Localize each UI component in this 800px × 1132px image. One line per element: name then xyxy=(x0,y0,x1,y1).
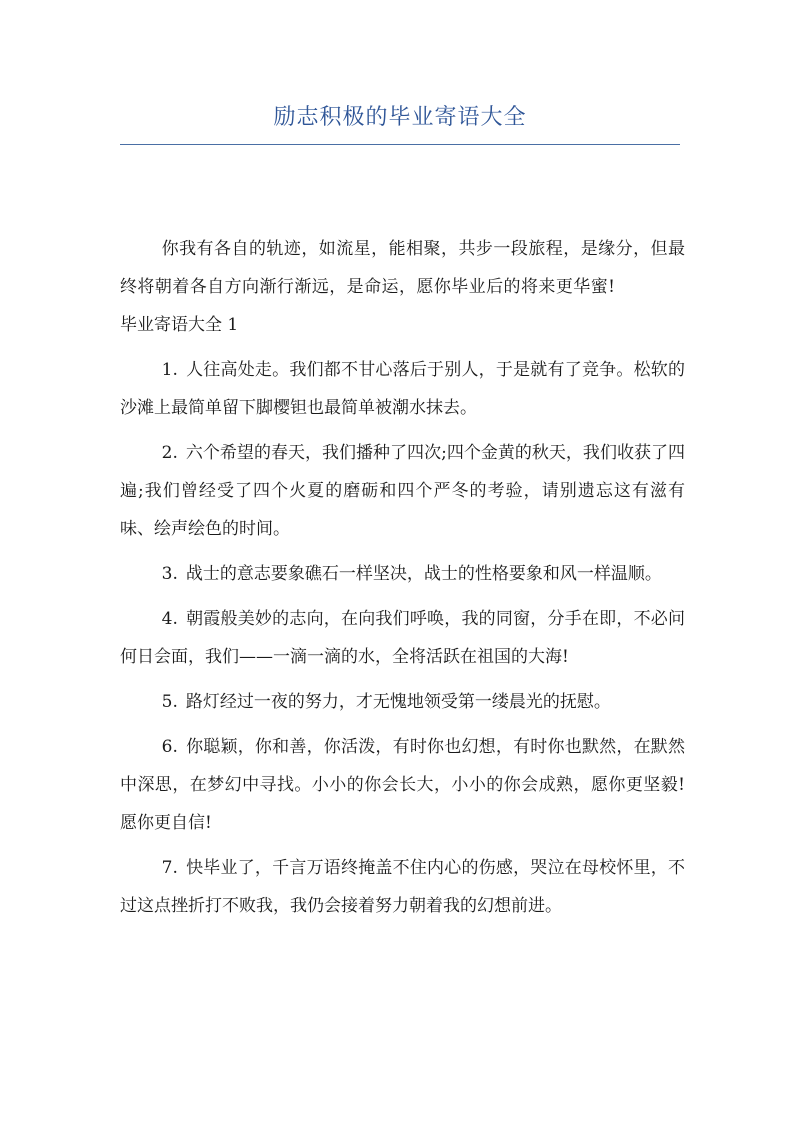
item-text: 路灯经过一夜的努力，才无愧地领受第一缕晨光的抚慰。 xyxy=(185,692,611,712)
intro-paragraph xyxy=(120,230,685,344)
list-item xyxy=(120,434,685,548)
title-underline xyxy=(120,144,680,145)
item-text: 战士的意志要象礁石一样坚决，战士的性格要象和风一样温顺。 xyxy=(185,564,662,584)
item-text: 朝霞般美妙的志向，在向我们呼唤，我的同窗，分手在即，不必问何日会面，我们——一滴一滴的水，全将活跃在祖国的大海! xyxy=(120,609,685,667)
item-text: 人往高处走。我们都不甘心落后于别人，于是就有了竞争。松软的沙滩上最简单留下脚樱钽也最简单被潮水抹去。 xyxy=(120,360,685,418)
item-number: 1. xyxy=(161,360,178,380)
item-number: 2. xyxy=(161,443,178,463)
document-body xyxy=(120,230,685,932)
item-text: 快毕业了，千言万语终掩盖不住内心的伤感，哭泣在母校怀里，不过这点挫折打不败我，我仍会接着努力朝着我的幻想前进。 xyxy=(120,858,685,916)
list-item xyxy=(120,555,685,593)
intro-text: 你我有各自的轨迹，如流星，能相聚，共步一段旅程，是缘分，但最终将朝着各自方向渐行渐远，是命运，愿你毕业后的将来更华蜜! xyxy=(120,239,685,297)
item-number: 7. xyxy=(161,858,178,878)
list-item xyxy=(120,351,685,427)
item-number: 6. xyxy=(161,737,178,757)
item-text: 你聪颖，你和善，你活泼，有时你也幻想，有时你也默然，在默然中深思，在梦幻中寻找。小小的你会长大，小小的你会成熟，愿你更坚毅!愿你更自信! xyxy=(120,737,685,833)
section-heading: 毕业寄语大全 1 xyxy=(120,315,239,335)
item-number: 3. xyxy=(161,564,178,584)
list-item xyxy=(120,683,685,721)
document-title: 励志积极的毕业寄语大全 xyxy=(273,105,527,130)
list-item xyxy=(120,728,685,842)
item-number: 4. xyxy=(161,609,178,629)
list-item xyxy=(120,849,685,925)
item-text: 六个希望的春天，我们播种了四次;四个金黄的秋天，我们收获了四遍;我们曾经受了四个火夏的磨砺和四个严冬的考验，请别遗忘这有滋有味、绘声绘色的时间。 xyxy=(120,443,685,539)
list-item xyxy=(120,600,685,676)
item-number: 5. xyxy=(161,692,178,712)
